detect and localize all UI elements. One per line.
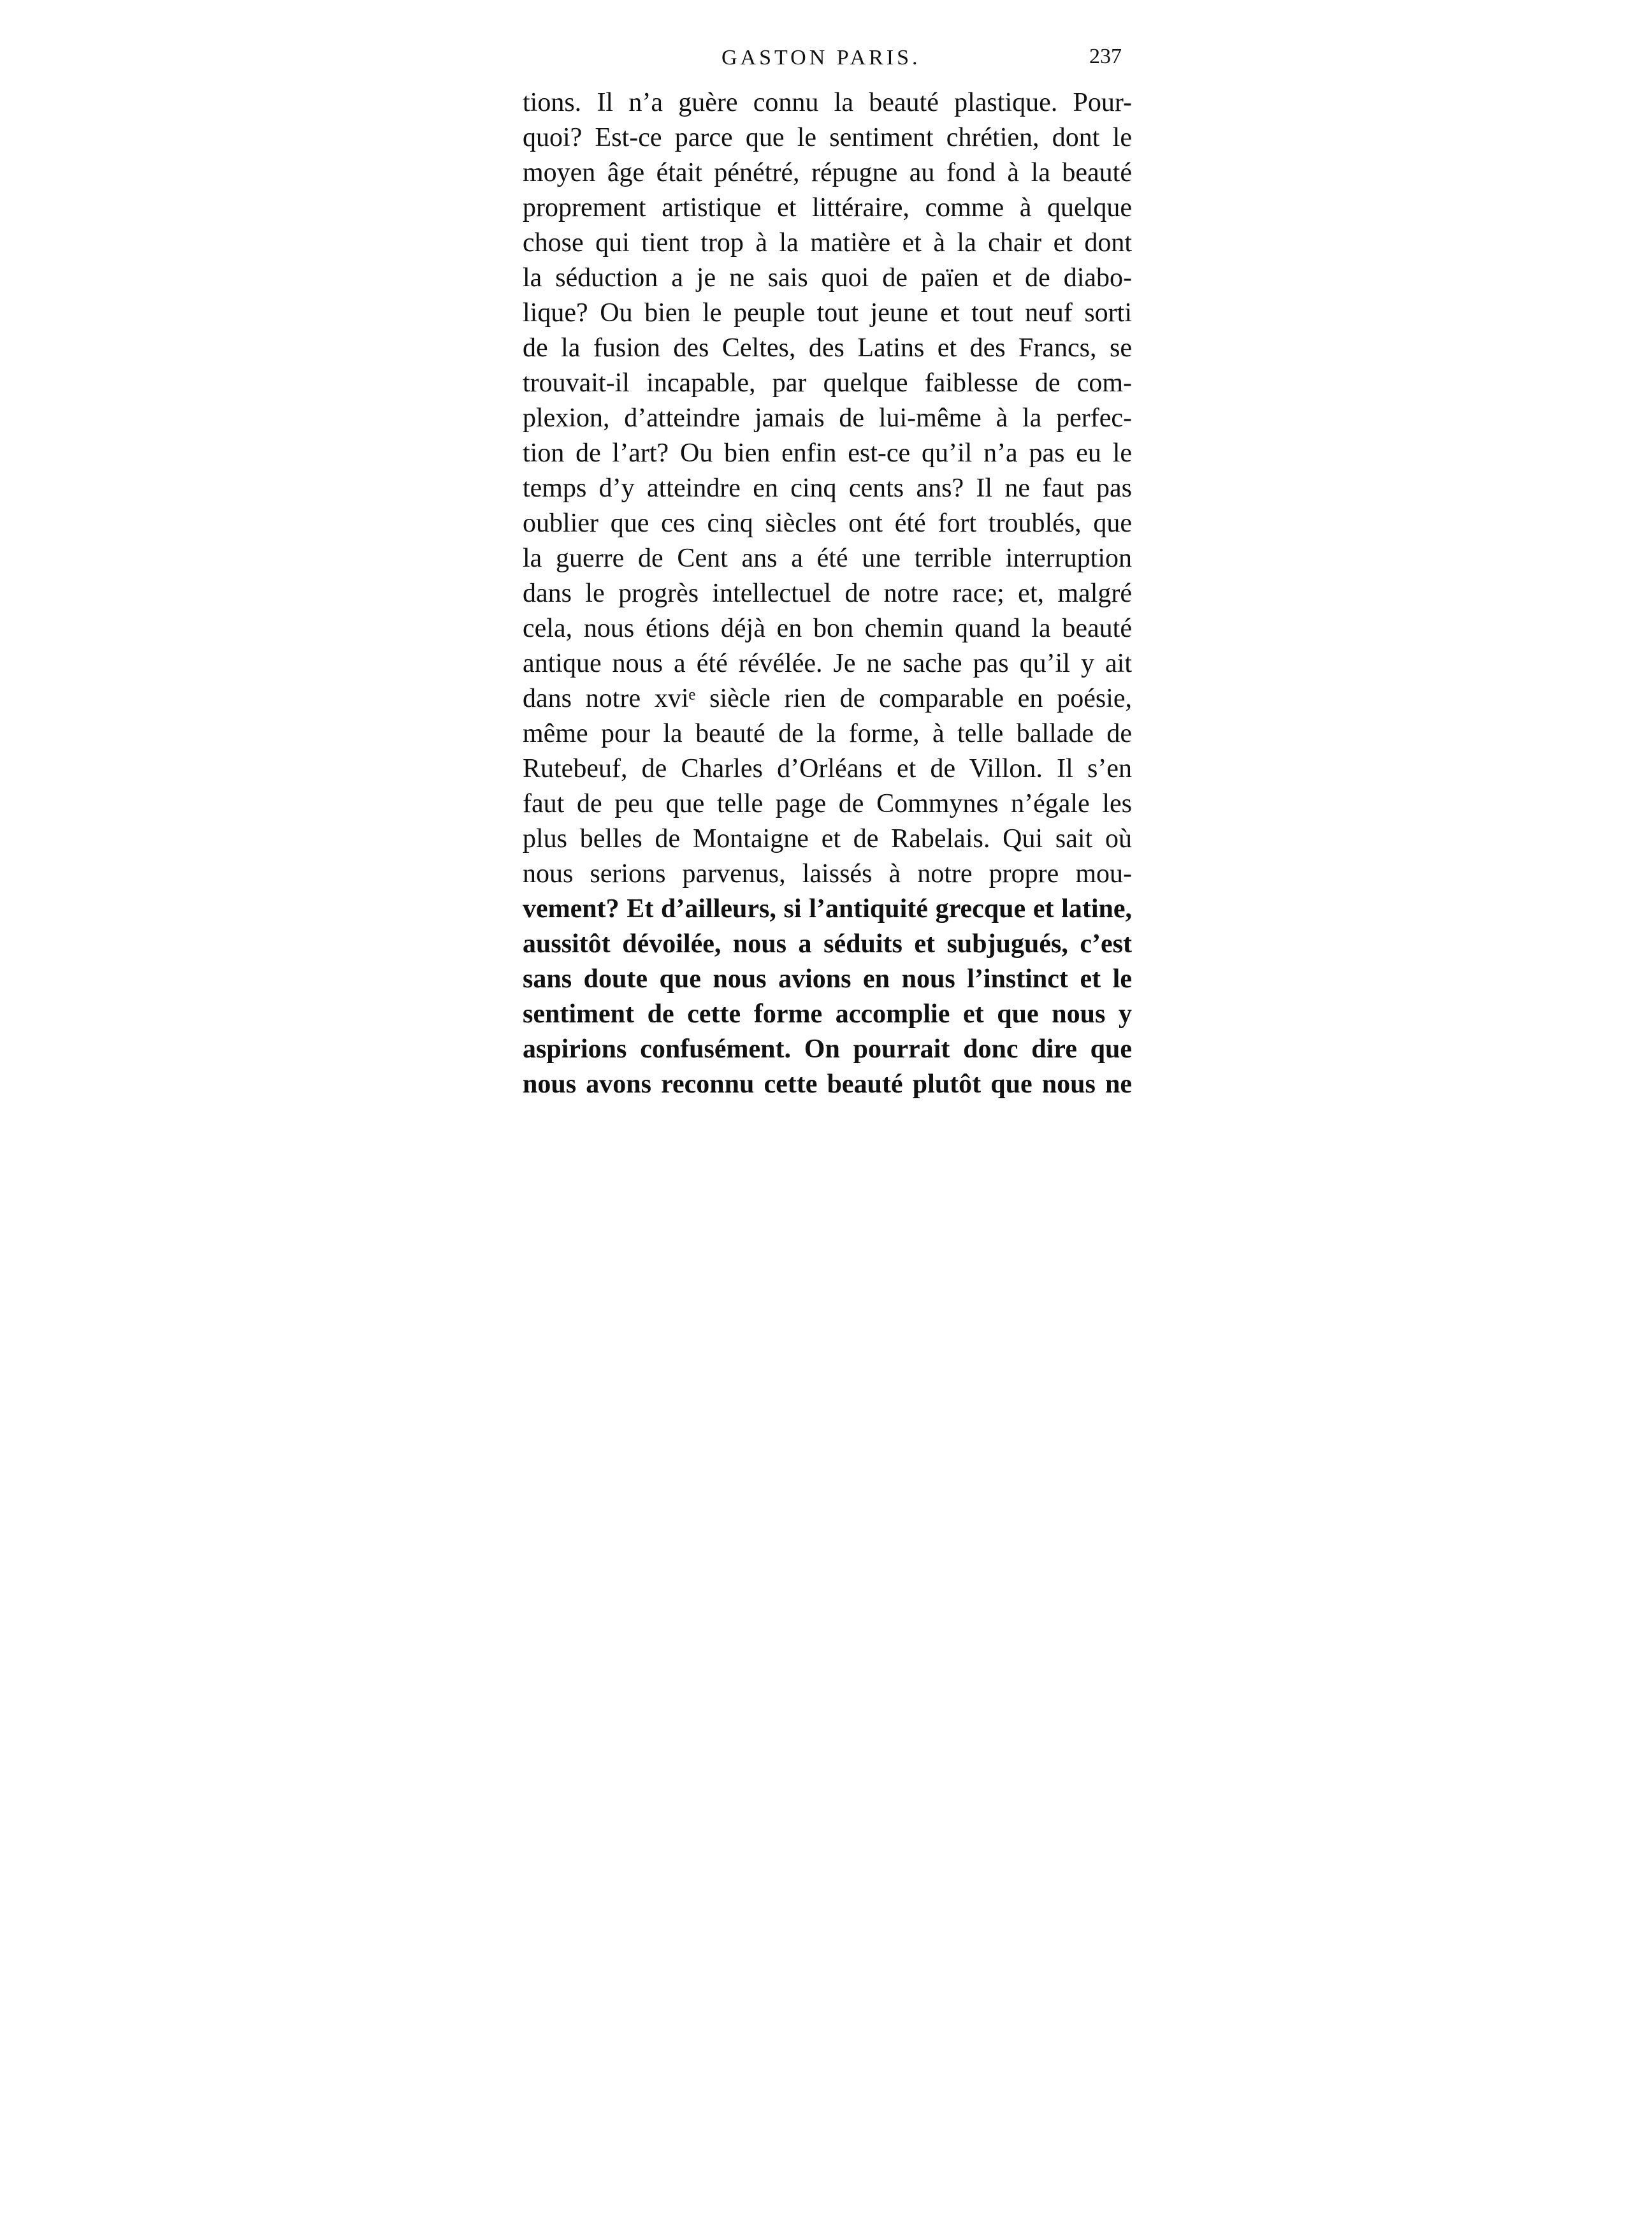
running-head: [523, 42, 1132, 80]
text-line: plexion, d’atteindre jamais de lui-même à la perfec-: [523, 403, 1132, 433]
text-line: aussitôt dévoilée, nous a séduits et subjugués, c’est: [523, 929, 1132, 959]
page-number: 237: [1089, 45, 1122, 68]
text-line: antique nous a été révélée. Je ne sache pas qu’il y ait: [523, 649, 1132, 678]
text-line: nous avons reconnu cette beauté plutôt que nous ne: [523, 1070, 1132, 1099]
text-line: chose qui tient trop à la matière et à la chair et dont: [523, 228, 1132, 258]
text-line: de la fusion des Celtes, des Latins et des Francs, se: [523, 333, 1132, 363]
text-line: proprement artistique et littéraire, comme à quelque: [523, 193, 1132, 222]
text-line: quoi? Est-ce parce que le sentiment chrétien, dont le: [523, 123, 1132, 152]
text-line: Rutebeuf, de Charles d’Orléans et de Villon. Il s’en: [523, 754, 1132, 783]
text-line: la séduction a je ne sais quoi de païen et de diabo-: [523, 263, 1132, 293]
text-line: cela, nous étions déjà en bon chemin quand la beauté: [523, 614, 1132, 643]
body-text: [523, 85, 1132, 1169]
text-line: lique? Ou bien le peuple tout jeune et tout neuf sorti: [523, 298, 1132, 328]
text-line: dans le progrès intellectuel de notre race; et, malgré: [523, 579, 1132, 608]
text-line: aspirions confusément. On pourrait donc dire que: [523, 1035, 1132, 1064]
running-title: GASTON PARIS.: [721, 46, 921, 69]
text-line: trouvait-il incapable, par quelque faiblesse de com-: [523, 368, 1132, 398]
text-line: sentiment de cette forme accomplie et que nous y: [523, 999, 1132, 1029]
text-line: même pour la beauté de la forme, à telle ballade de: [523, 719, 1132, 748]
text-line: la guerre de Cent ans a été une terrible interruption: [523, 544, 1132, 573]
text-line: tion de l’art? Ou bien enfin est-ce qu’il n’a pas eu le: [523, 439, 1132, 468]
text-line: tions. Il n’a guère connu la beauté plastique. Pour-: [523, 88, 1132, 117]
text-line: moyen âge était pénétré, répugne au fond à la beauté: [523, 158, 1132, 187]
text-line: nous serions parvenus, laissés à notre propre mou-: [523, 859, 1132, 889]
text-line: sans doute que nous avions en nous l’instinct et le: [523, 964, 1132, 994]
text-line: plus belles de Montaigne et de Rabelais. Qui sait où: [523, 824, 1132, 853]
text-line: vement? Et d’ailleurs, si l’antiquité grecque et latine,: [523, 894, 1132, 924]
text-line: faut de peu que telle page de Commynes n’égale les: [523, 789, 1132, 818]
text-line: temps d’y atteindre en cinq cents ans? Il ne faut pas: [523, 474, 1132, 503]
text-line: dans notre xviᵉ siècle rien de comparable en poésie,: [523, 684, 1132, 713]
text-line: oublier que ces cinq siècles ont été fort troublés, que: [523, 509, 1132, 538]
